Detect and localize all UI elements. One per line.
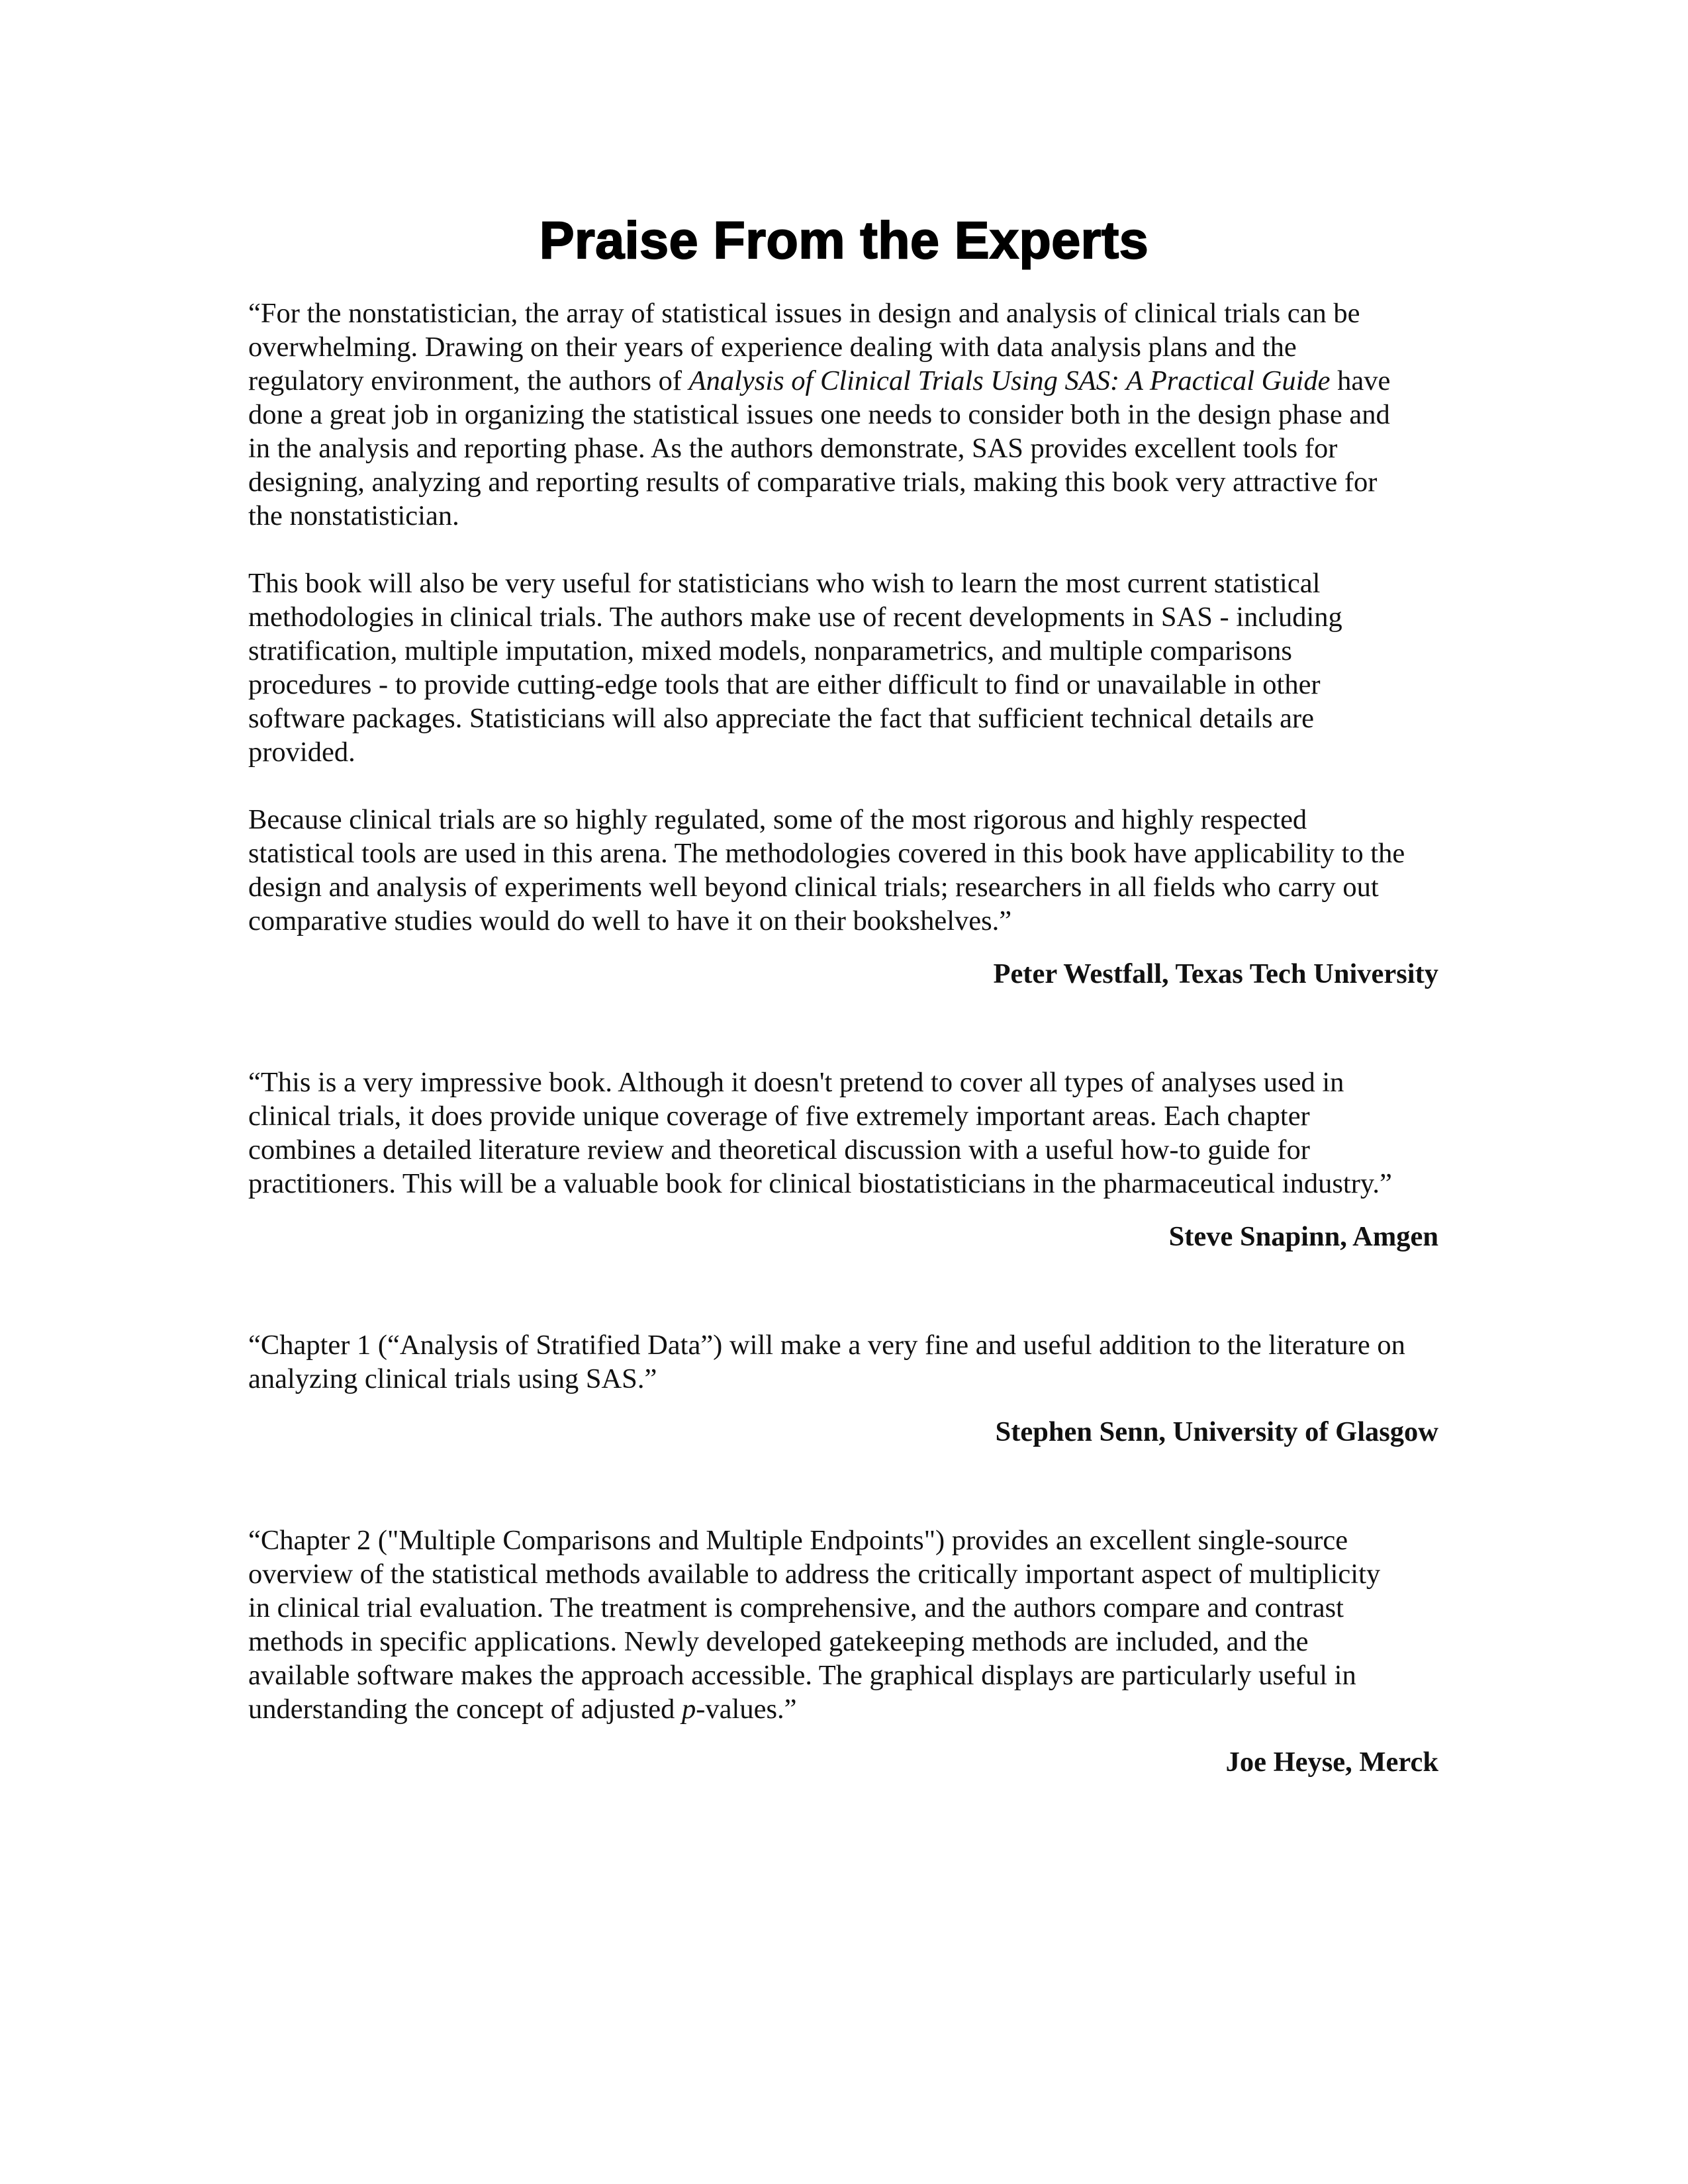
text-line: practitioners. This will be a valuable book for clinical biostatisticians in the pharmaceutical industry.”	[248, 1168, 1392, 1199]
review-attribution: Peter Westfall, Texas Tech University	[993, 958, 1438, 989]
text-line: design and analysis of experiments well beyond clinical trials; researchers in all fields who carry out	[248, 872, 1379, 903]
review-westfall	[248, 296, 1453, 991]
text-line: done a great job in organizing the statistical issues one needs to consider both in the design phase and	[248, 399, 1390, 430]
text-line: Because clinical trials are so highly regulated, some of the most rigorous and highly respected	[248, 804, 1307, 835]
text-run: understanding the concept of adjusted	[248, 1694, 682, 1725]
review-heyse	[248, 1524, 1453, 1779]
text-line: analyzing clinical trials using SAS.”	[248, 1363, 657, 1394]
text-line: overwhelming. Drawing on their years of experience dealing with data analysis plans and the	[248, 332, 1297, 363]
review-paragraph	[248, 1328, 1453, 1396]
text-run: -values.”	[696, 1694, 797, 1725]
text-line: provided.	[248, 737, 355, 768]
text-line: This book will also be very useful for statisticians who wish to learn the most current statistical	[248, 568, 1321, 599]
text-line: comparative studies would do well to have it on their bookshelves.”	[248, 905, 1012, 936]
review-attribution: Joe Heyse, Merck	[1225, 1747, 1438, 1778]
text-line: in the analysis and reporting phase. As the authors demonstrate, SAS provides excellent tools for	[248, 433, 1338, 464]
text-line: methodologies in clinical trials. The authors make use of recent developments in SAS - including	[248, 602, 1342, 633]
reviews-container	[248, 296, 1453, 1779]
page-title: Praise From the Experts	[539, 210, 1149, 269]
text-line: software packages. Statisticians will also appreciate the fact that sufficient technical details are	[248, 703, 1315, 734]
text-line: clinical trials, it does provide unique coverage of five extremely important areas. Each chapter	[248, 1101, 1310, 1132]
text-line: combines a detailed literature review and theoretical discussion with a useful how-to guide for	[248, 1134, 1310, 1165]
text-line: in clinical trial evaluation. The treatment is comprehensive, and the authors compare and contrast	[248, 1592, 1344, 1623]
review-attribution: Stephen Senn, University of Glasgow	[995, 1416, 1438, 1447]
review-paragraph	[248, 803, 1453, 938]
review-paragraph	[248, 1524, 1453, 1726]
text-line: available software makes the approach accessible. The graphical displays are particularly useful in	[248, 1660, 1356, 1691]
review-paragraph	[248, 1066, 1453, 1201]
review-attribution: Steve Snapinn, Amgen	[1168, 1221, 1438, 1252]
text-line: statistical tools are used in this arena. The methodologies covered in this book have applicability to the	[248, 838, 1405, 869]
text-line: designing, analyzing and reporting results of comparative trials, making this book very attractive for	[248, 467, 1378, 498]
text-line: overview of the statistical methods available to address the critically important aspect of multiplicity	[248, 1559, 1381, 1590]
book-title-italic: Analysis of Clinical Trials Using SAS: A Practical Guide	[688, 365, 1331, 396]
review-paragraph	[248, 296, 1453, 533]
text-line: methods in specific applications. Newly developed gatekeeping methods are included, and the	[248, 1626, 1309, 1657]
review-senn	[248, 1328, 1453, 1449]
text-run: have	[1330, 365, 1391, 396]
p-value-italic: p	[682, 1694, 696, 1725]
review-paragraph	[248, 567, 1453, 769]
text-line	[248, 364, 1453, 398]
text-run: regulatory environment, the authors of	[248, 365, 689, 396]
text-line: “Chapter 1 (“Analysis of Stratified Data”) will make a very fine and useful addition to the literature on	[248, 1330, 1405, 1361]
text-line: “For the nonstatistician, the array of statistical issues in design and analysis of clinical trials can be	[248, 298, 1360, 329]
review-snapinn	[248, 1066, 1453, 1253]
text-line: stratification, multiple imputation, mixed models, nonparametrics, and multiple comparisons	[248, 635, 1292, 666]
text-line: “This is a very impressive book. Although it doesn't pretend to cover all types of analyses used in	[248, 1067, 1344, 1098]
text-line: procedures - to provide cutting-edge tools that are either difficult to find or unavailable in other	[248, 669, 1321, 700]
text-line: “Chapter 2 ("Multiple Comparisons and Multiple Endpoints") provides an excellent single-source	[248, 1525, 1348, 1556]
text-line: the nonstatistician.	[248, 500, 459, 531]
text-line	[248, 1692, 1453, 1726]
